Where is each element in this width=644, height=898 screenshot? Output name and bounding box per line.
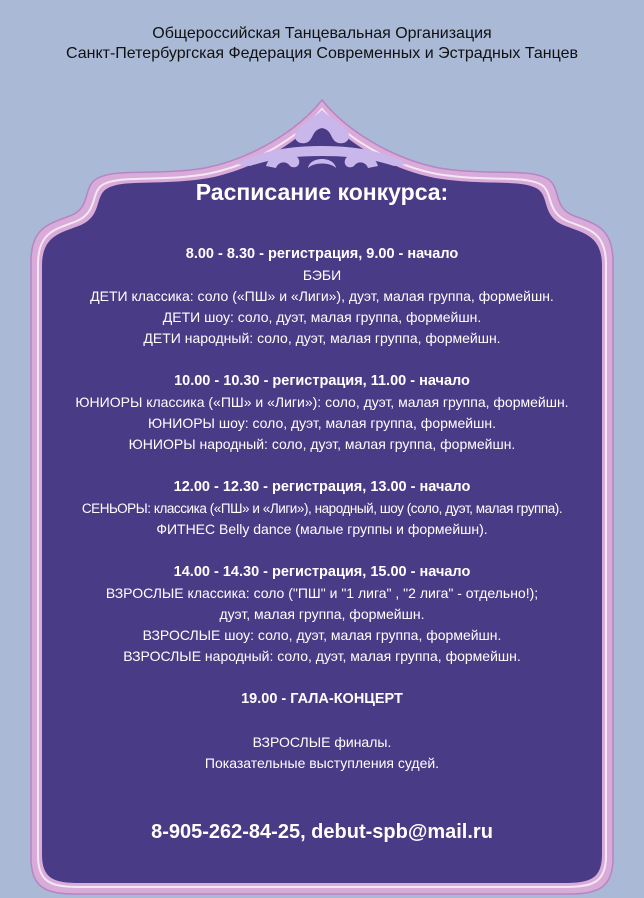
- block-4-line: ВЗРОСЛЫЕ шоу: соло, дуэт, малая группа, формейшн.: [142, 627, 502, 643]
- block-4-line: ВЗРОСЛЫЕ классика: соло ("ПШ" и "1 лига" , "2 лига" - отдельно!);: [105, 585, 539, 601]
- block-2-line: ЮНИОРЫ шоу: соло, дуэт, малая группа, формейшн.: [148, 415, 496, 431]
- block-2-line: ЮНИОРЫ классика («ПШ» и «Лиги»): соло, дуэт, малая группа, формейшн.: [75, 394, 569, 410]
- organization-name: Общероссийская Танцевальная Организация: [152, 25, 492, 42]
- federation-name: Санкт-Петербургская Федерация Современных и Эстрадных Танцев: [65, 45, 578, 62]
- gala-block: [40, 689, 604, 774]
- schedule-title: Расписание конкурса:: [195, 179, 449, 205]
- gala-line: ВЗРОСЛЫЕ финалы.: [252, 734, 392, 750]
- block-2-line: ЮНИОРЫ народный: соло, дуэт, малая группа, формейшн.: [128, 436, 516, 452]
- gala-details: [40, 732, 604, 774]
- block-1-line: ДЕТИ народный: соло, дуэт, малая группа, формейшн.: [143, 330, 501, 346]
- gala-line: Показательные выступления судей.: [204, 755, 440, 771]
- block-4-line: ВЗРОСЛЫЕ народный: соло, дуэт, малая группа, формейшн.: [123, 648, 521, 664]
- gala-time: 19.00 - ГАЛА-КОНЦЕРТ: [241, 691, 403, 707]
- block-1-time: 8.00 - 8.30 - регистрация, 9.00 - начало: [185, 246, 459, 262]
- schedule-block-1: [40, 244, 604, 349]
- block-3-line: СЕНЬОРЫ: классика («ПШ» и «Лиги»), народный, шоу (соло, дуэт, малая группа).: [81, 501, 563, 516]
- block-3-time: 12.00 - 12.30 - регистрация, 13.00 - начало: [173, 479, 471, 495]
- contact-info: 8-905-262-84-25, debut-spb@mail.ru: [151, 821, 493, 843]
- schedule-block-2: [40, 371, 604, 455]
- schedule-content: [40, 244, 604, 774]
- block-1-line: БЭБИ: [302, 267, 342, 283]
- schedule-block-3: [40, 477, 604, 540]
- block-3-line: ФИТНЕС Belly dance (малые группы и формейшн).: [156, 521, 488, 537]
- block-2-time: 10.00 - 10.30 - регистрация, 11.00 - начало: [174, 373, 470, 389]
- block-1-line: ДЕТИ классика: соло («ПШ» и «Лиги»), дуэт, малая группа, формейшн.: [90, 288, 554, 304]
- block-4-line: дуэт, малая группа, формейшн.: [219, 606, 425, 622]
- block-4-time: 14.00 - 14.30 - регистрация, 15.00 - начало: [173, 564, 471, 580]
- block-1-line: ДЕТИ шоу: соло, дуэт, малая группа, формейшн.: [162, 309, 482, 325]
- schedule-block-4: [40, 562, 604, 667]
